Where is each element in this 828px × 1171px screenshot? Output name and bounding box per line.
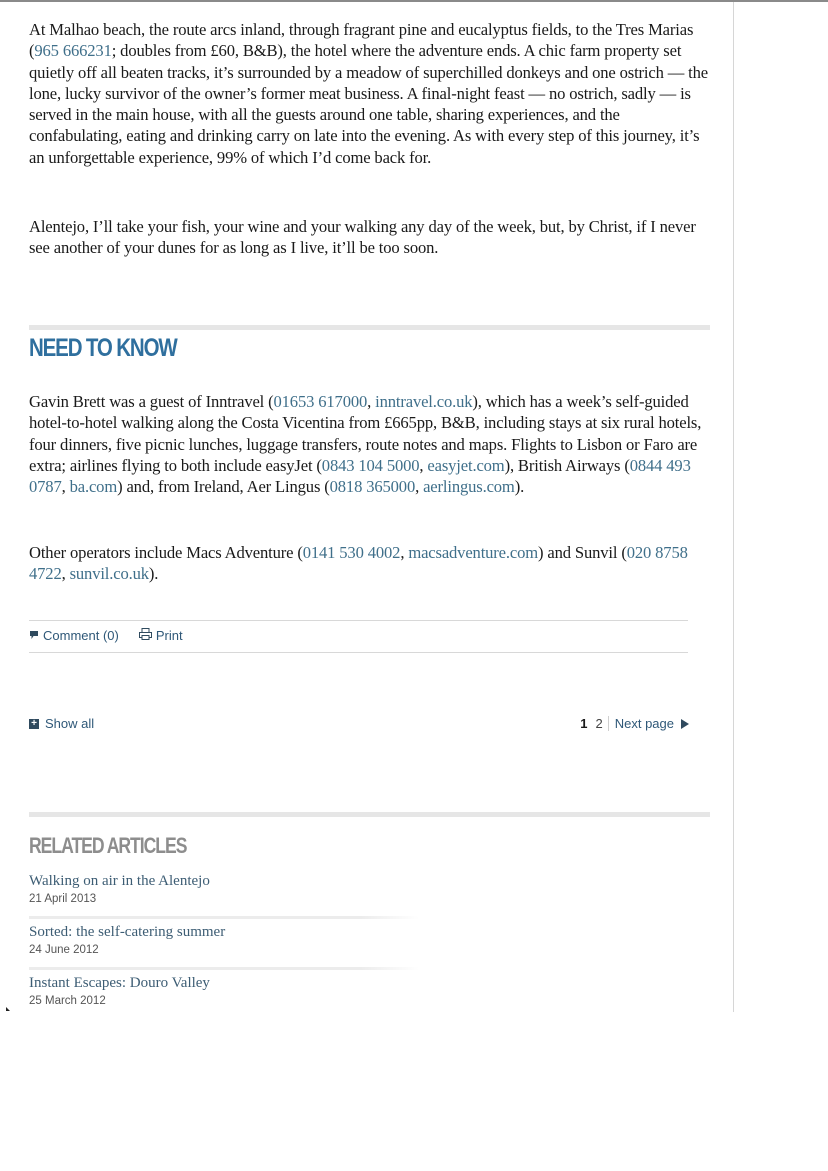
aerlingus-site-link[interactable]: aerlingus.com — [423, 477, 515, 497]
related-article-link[interactable]: Walking on air in the Alentejo — [29, 873, 210, 889]
related-article-link[interactable]: Instant Escapes: Douro Valley — [29, 975, 210, 991]
aerlingus-phone-link[interactable]: 0818 365000 — [329, 477, 416, 497]
pagination-separator — [608, 716, 609, 731]
text: ; doubles from £60, B&B), the hotel where the adventure ends. A chic farm property set quietly off all beaten tracks, it’s surrounded by a meadow of superchilled donkeys and one ostrich — the lone, lucky survivor of the owner’s former meat business. A final-night feast — no ostrich, sadly — is served in the main house, with all the guests around one table, sharing experiences, and the confabulating, eating and drinking carry on late into the evening. As with every step of this journey, it’s an unforgettable experience, 99% of which I’d come back for. — [29, 41, 709, 167]
text: Gavin Brett was a guest of Inntravel ( — [29, 392, 274, 411]
need-to-know-heading: NEED TO KNOW — [29, 334, 177, 362]
pagination — [580, 716, 689, 731]
need-to-know-paragraph-1 — [29, 391, 717, 497]
sunvil-phone-link[interactable]: 020 8758 4722 — [29, 543, 688, 584]
show-all-label: Show all — [45, 716, 95, 731]
printer-icon — [139, 628, 152, 643]
tools-top-divider — [29, 620, 688, 621]
next-arrow-icon[interactable] — [681, 719, 689, 729]
page-2-link[interactable]: 2 — [595, 716, 603, 731]
macs-phone-link[interactable]: 0141 530 4002 — [302, 543, 401, 562]
list-divider — [29, 916, 419, 919]
easyjet-phone-link[interactable]: 0843 104 5000 — [321, 455, 420, 475]
print-button[interactable] — [139, 628, 183, 643]
article-paragraph-1 — [29, 19, 717, 168]
speech-bubble-icon — [29, 628, 39, 643]
ba-site-link[interactable]: ba.com — [69, 477, 118, 497]
related-divider — [29, 812, 710, 817]
tools-bottom-divider — [29, 652, 688, 653]
inntravel-phone-link[interactable]: 01653 617000 — [273, 392, 368, 411]
tres-marias-phone-link[interactable]: 965 666231 — [34, 41, 112, 61]
text: , — [61, 564, 70, 584]
related-article-date: 24 June 2012 — [29, 944, 99, 956]
comment-button[interactable] — [29, 628, 119, 643]
text: , — [367, 392, 376, 411]
article-tools — [29, 628, 203, 643]
plus-icon: + — [29, 719, 39, 729]
text: ), British Airways ( — [504, 455, 630, 475]
text: , — [415, 477, 424, 497]
print-label: Print — [155, 628, 183, 643]
text: , — [61, 477, 70, 497]
text: , — [419, 455, 428, 475]
text: ). — [148, 564, 159, 584]
next-page-link[interactable]: Next page — [614, 716, 674, 731]
list-item — [29, 974, 429, 1025]
inntravel-site-link[interactable]: inntravel.co.uk — [375, 392, 473, 411]
text: Other operators include Macs Adventure ( — [29, 543, 303, 562]
text: ), which has a week’s self-guided hotel-to-hotel walking along the Costa Vicentina from £665pp, B&B, including stays at six rural hotels, four dinners, five picnic lunches, luggage transfers, route notes and maps. Flights to Lisbon or Faro are extra; airlines flying to both include easyJet ( — [29, 392, 702, 475]
text: ) and, from Ireland, Aer Lingus ( — [117, 477, 330, 497]
section-divider — [29, 325, 710, 330]
related-article-date: 21 April 2013 — [29, 893, 97, 905]
list-item — [29, 923, 429, 974]
list-divider — [29, 967, 419, 970]
need-to-know-paragraph-2 — [29, 542, 717, 585]
list-item — [29, 872, 429, 923]
page-top-border — [0, 0, 828, 2]
page-1-current: 1 — [580, 716, 588, 731]
show-all-button[interactable] — [29, 716, 94, 731]
related-article-date: 25 March 2012 — [29, 995, 106, 1007]
macs-site-link[interactable]: macsadventure.com — [408, 543, 539, 562]
comment-label: Comment (0) — [43, 628, 119, 643]
article-paragraph-2: Alentejo, I’ll take your fish, your wine and your walking any day of the week, but, by Christ, if I never see another of your dunes for as long as I live, it’ll be too soon. — [29, 217, 696, 258]
text: ) and Sunvil ( — [538, 543, 627, 562]
related-articles-heading: RELATED ARTICLES — [29, 833, 187, 858]
mouse-cursor-icon — [6, 1007, 10, 1011]
easyjet-site-link[interactable]: easyjet.com — [427, 455, 505, 475]
column-divider — [733, 2, 734, 1012]
text: , — [400, 543, 409, 562]
sunvil-site-link[interactable]: sunvil.co.uk — [69, 564, 149, 584]
text: At Malhao beach, the route arcs inland, through fragrant pine and eucalyptus fields, to the Tres Marias ( — [29, 20, 694, 61]
text: ). — [514, 477, 525, 497]
related-articles-list — [29, 872, 429, 1025]
ba-phone-link[interactable]: 0844 493 0787 — [29, 455, 691, 497]
related-article-link[interactable]: Sorted: the self-catering summer — [29, 924, 226, 940]
